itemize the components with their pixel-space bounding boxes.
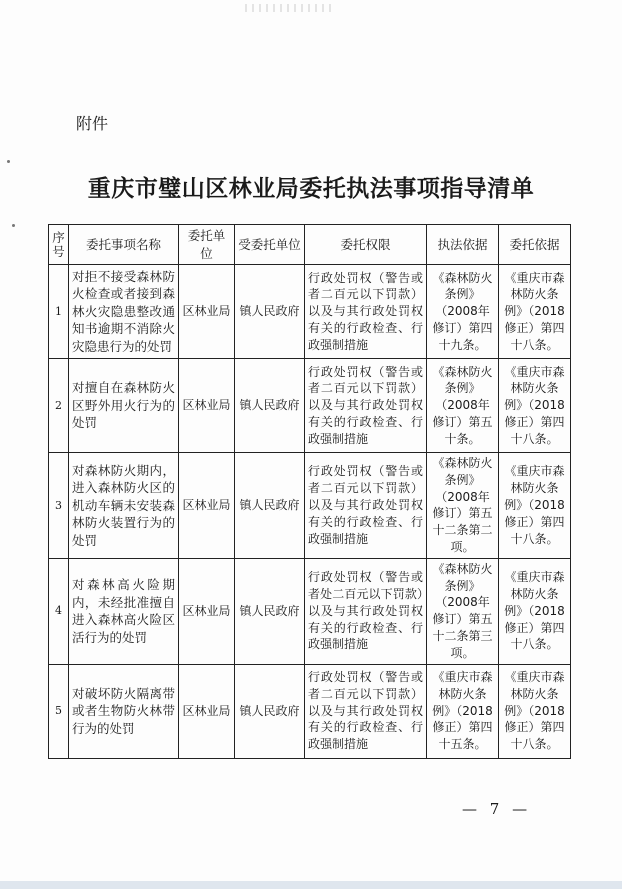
item-name: 对擅自在森林防火区野外用火行为的处罚 — [69, 359, 179, 453]
row-number: 1 — [49, 265, 69, 359]
authority: 行政处罚权（警告或者二百元以下罚款）以及与其行政处罚权有关的行政检查、行政强制措施 — [305, 453, 427, 559]
authority: 行政处罚权（警告或者二百元以下罚款）以及与其行政处罚权有关的行政检查、行政强制措施 — [305, 265, 427, 359]
entrusting-unit: 区林业局 — [179, 265, 235, 359]
header-basis: 执法依据 — [427, 225, 499, 265]
entrusted-unit: 镇人民政府 — [235, 265, 305, 359]
item-name: 对拒不接受森林防火检查或者接到森林火灾隐患整改通知书逾期不消除火灾隐患行为的处罚 — [69, 265, 179, 359]
table-row — [49, 359, 571, 453]
scan-speck — [7, 160, 10, 163]
entrust-basis: 《重庆市森林防火条例》（2018修正）第四十八条。 — [499, 558, 571, 664]
row-number: 2 — [49, 359, 69, 453]
enforcement-basis: 《重庆市森林防火条例》（2018修正）第四十五条。 — [427, 664, 499, 758]
header-entrusting-unit: 委托单位 — [179, 225, 235, 265]
header-entrust-basis: 委托依据 — [499, 225, 571, 265]
entrusted-unit: 镇人民政府 — [235, 558, 305, 664]
item-name: 对森林防火期内，进入森林防火区的机动车辆未安装森林防火装置行为的处罚 — [69, 453, 179, 559]
entrusting-unit: 区林业局 — [179, 359, 235, 453]
header-entrusted-unit: 受委托单位 — [235, 225, 305, 265]
delegation-table — [48, 224, 571, 759]
enforcement-basis: 《森林防火条例》（2008年修订）第四十九条。 — [427, 265, 499, 359]
entrust-basis: 《重庆市森林防火条例》（2018修正）第四十八条。 — [499, 664, 571, 758]
entrusting-unit: 区林业局 — [179, 558, 235, 664]
viewer-bottom-edge — [0, 881, 622, 889]
scan-speck — [12, 224, 15, 227]
document-title: 重庆市璧山区林业局委托执法事项指导清单 — [87, 176, 535, 202]
row-number: 5 — [49, 664, 69, 758]
table-row — [49, 664, 571, 758]
header-authority: 委托权限 — [305, 225, 427, 265]
enforcement-basis: 《森林防火条例》（2008年修订）第五十条。 — [427, 359, 499, 453]
enforcement-basis: 《森林防火条例》（2008年修订）第五十二条第三项。 — [427, 558, 499, 664]
scan-artifact — [245, 4, 335, 12]
authority: 行政处罚权（警告或者处二百元以下罚款）以及与其行政处罚权有关的行政检查、行政强制措施 — [305, 558, 427, 664]
page-number: — 7 — — [462, 800, 532, 818]
table-row — [49, 558, 571, 664]
header-no: 序号 — [49, 225, 69, 265]
entrusted-unit: 镇人民政府 — [235, 664, 305, 758]
row-number: 4 — [49, 558, 69, 664]
entrust-basis: 《重庆市森林防火条例》（2018修正）第四十八条。 — [499, 359, 571, 453]
entrusted-unit: 镇人民政府 — [235, 359, 305, 453]
entrust-basis: 《重庆市森林防火条例》（2018修正）第四十八条。 — [499, 453, 571, 559]
entrusted-unit: 镇人民政府 — [235, 453, 305, 559]
header-item: 委托事项名称 — [69, 225, 179, 265]
entrusting-unit: 区林业局 — [179, 664, 235, 758]
table-row — [49, 453, 571, 559]
row-number: 3 — [49, 453, 69, 559]
table-row — [49, 265, 571, 359]
attachment-label: 附件 — [76, 114, 109, 133]
entrust-basis: 《重庆市森林防火条例》（2018修正）第四十八条。 — [499, 265, 571, 359]
authority: 行政处罚权（警告或者二百元以下罚款）以及与其行政处罚权有关的行政检查、行政强制措施 — [305, 664, 427, 758]
entrusting-unit: 区林业局 — [179, 453, 235, 559]
item-name: 对森林高火险期内，未经批准擅自进入森林高火险区活行为的处罚 — [69, 558, 179, 664]
enforcement-basis: 《森林防火条例》（2008年修订）第五十二条第二项。 — [427, 453, 499, 559]
table-header-row — [49, 225, 571, 265]
item-name: 对破坏防火隔离带或者生物防火林带行为的处罚 — [69, 664, 179, 758]
authority: 行政处罚权（警告或者二百元以下罚款）以及与其行政处罚权有关的行政检查、行政强制措施 — [305, 359, 427, 453]
